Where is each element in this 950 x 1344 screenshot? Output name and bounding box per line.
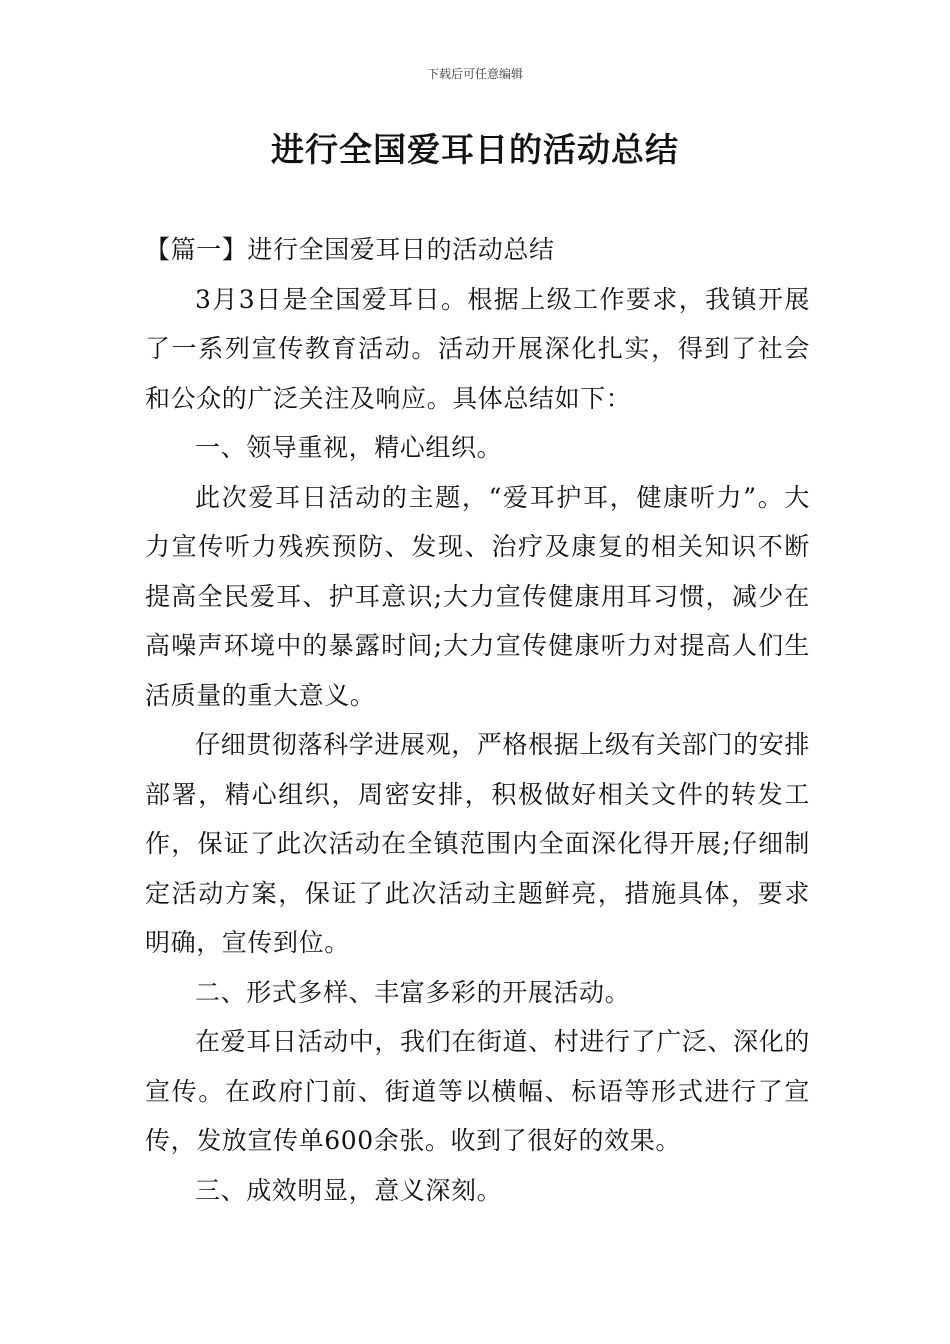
paragraph-theme: 此次爱耳日活动的主题，“爱耳护耳，健康听力”。大力宣传听力残疾预防、发现、治疗及康复的相关知识不断提高全民爱耳、护耳意识;大力宣传健康用耳习惯，减少在高噪声环境中的暴露时间;大力宣传健康听力对提高人们生活质量的重大意义。: [145, 482, 810, 710]
header-note: 下载后可任意编辑: [426, 67, 523, 81]
document-body: [145, 225, 810, 1215]
document-title: 进行全国爱耳日的活动总结: [271, 130, 679, 169]
heading-results: 三、成效明显，意义深刻。: [195, 1175, 503, 1205]
heading-leadership: 一、领导重视，精心组织。: [195, 433, 503, 462]
paragraph-intro: 3月3日是全国爱耳日。根据上级工作要求，我镇开展了一系列宣传教育活动。活动开展深化扎实，得到了社会和公众的广泛关注及响应。具体总结如下：: [145, 284, 810, 413]
paragraph-organization: 仔细贯彻落科学进展观，严格根据上级有关部门的安排部署，精心组织，周密安排，积极做好相关文件的转发工作，保证了此次活动在全镇范围内全面深化得开展;仔细制定活动方案，保证了此次活动主题鲜亮，措施具体，要求明确，宣传到位。: [145, 730, 810, 957]
section-heading: 【篇一】进行全国爱耳日的活动总结: [145, 235, 555, 264]
heading-activities: 二、形式多样、丰富多彩的开展活动。: [195, 977, 631, 1007]
paragraph-publicity: 在爱耳日活动中，我们在街道、村进行了广泛、深化的宣传。在政府门前、街道等以横幅、标语等形式进行了宣传，发放宣传单600余张。收到了很好的效果。: [145, 1027, 810, 1155]
